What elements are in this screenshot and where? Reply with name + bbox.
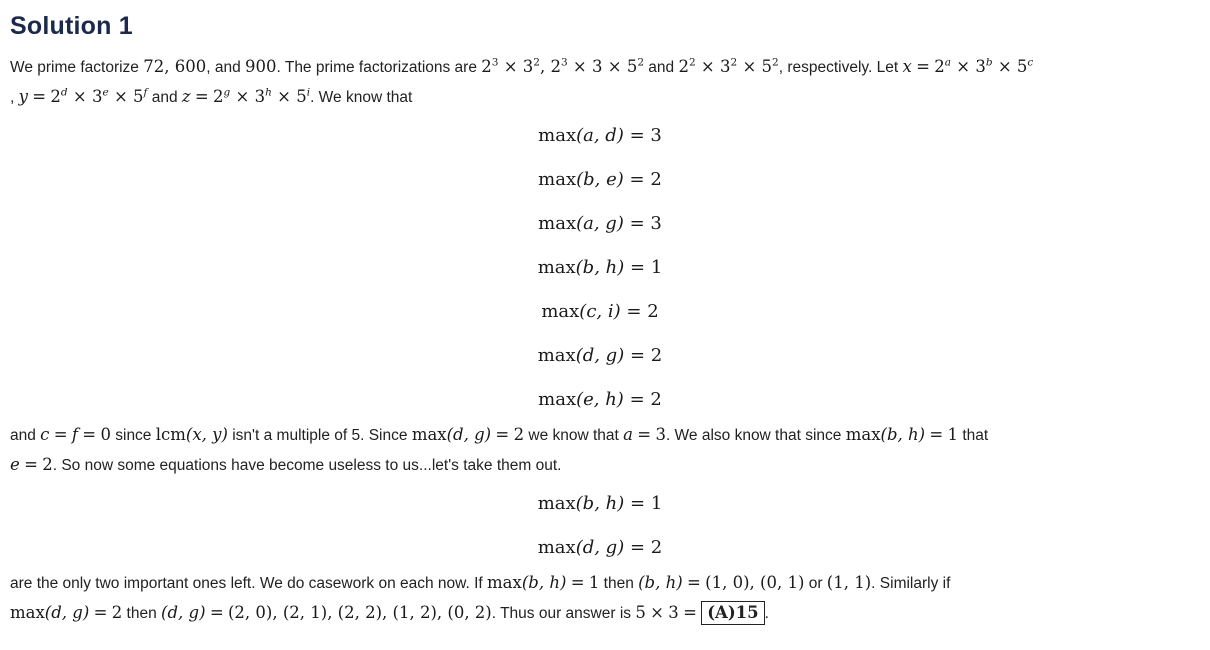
text-fragment: . So now some equations have become useless to us...let's take them out.	[52, 457, 562, 474]
equals-sign: =	[32, 87, 47, 106]
max-function: max	[411, 425, 447, 444]
variable-y: y	[18, 87, 28, 106]
max-function: max	[487, 573, 522, 592]
paragraph-intro	[10, 53, 1200, 81]
text-fragment: that	[958, 427, 989, 444]
number-72: 72	[143, 57, 165, 76]
max-function: max	[10, 603, 45, 622]
text-fragment: then	[122, 605, 162, 622]
equation-max-d-g: max(d, g) = 2	[537, 345, 663, 366]
number-900: 900	[245, 57, 277, 76]
equation-remaining-max-b-h: max(b, h) = 1	[537, 493, 663, 514]
paragraph-casework: are the only two important ones left. We do casework on each now. If max(b, h) = 1 then (b, h) = (1, 0), (0, 1) or (1, 1). Similarly if	[10, 573, 951, 592]
equation-max-a-g: max(a, g) = 3	[538, 213, 662, 234]
equals-sign: =	[194, 87, 209, 106]
equation-max-e-h: max(e, h) = 2	[538, 389, 662, 410]
text-fragment: are the only two important ones left. We do casework on each now. If	[10, 575, 488, 592]
page-title: Solution 1	[10, 12, 133, 40]
factorization-600: $2^3 \times 3 \times 5^2$	[550, 56, 644, 76]
paragraph-casework-line2: max(d, g) = 2 then (d, g) = (2, 0), (2, 1), (2, 2), (1, 2), (0, 2). Thus our answer is 5 × 3 = (A)15 .	[10, 599, 1200, 627]
answer-box: (A)15	[701, 601, 764, 625]
text-fragment: , and	[206, 59, 246, 76]
variable-c: c	[40, 425, 50, 444]
text-fragment: ,	[539, 57, 551, 76]
text-fragment: or	[804, 575, 827, 592]
equation-max-a-d: max(a, d) = 3	[538, 125, 662, 146]
factorization-900: $2^2 \times 3^2 \times 5^2$	[678, 56, 779, 76]
text-fragment: ,	[10, 89, 19, 106]
text-fragment: ,	[164, 57, 175, 76]
equation-max-c-i: max(c, i) = 2	[541, 301, 659, 322]
paragraph-deduction: and c = f = 0 since lcm(x, y) isn't a multiple of 5. Since max(d, g) = 2 we know that a = 3. We also know that since max(b, h) = 1 that	[10, 425, 989, 444]
text-fragment: . We also know that since	[665, 427, 846, 444]
max-function: max	[845, 425, 881, 444]
expression-y: 2$^d$ × 3e × 5$^f$	[50, 86, 148, 106]
variable-f: f	[71, 425, 78, 444]
text-fragment: and	[147, 89, 182, 106]
equation-max-b-e: max(b, e) = 2	[538, 169, 662, 190]
variable-e: e	[10, 455, 20, 474]
equation-remaining-max-d-g: max(d, g) = 2	[537, 537, 663, 558]
expression-x: 2$^a$ × 3$^b$ × 5$^c$	[934, 56, 1034, 76]
text-fragment: We prime factorize	[10, 59, 144, 76]
paragraph-intro-line2	[10, 83, 1200, 111]
expression-z: 2$^g$ × 3$^h$ × 5$^i$	[213, 86, 311, 106]
text-fragment: , respectively. Let	[778, 59, 903, 76]
factorization-72: $2^3 \times 3^2$	[481, 56, 540, 76]
number-600: 600	[174, 57, 207, 76]
text-fragment: .	[764, 605, 769, 622]
variable-x: x	[902, 57, 912, 76]
text-fragment: then	[599, 575, 639, 592]
text-fragment: . Similarly if	[871, 575, 951, 592]
lcm-function: lcm	[155, 425, 186, 444]
text-fragment: since	[110, 427, 156, 444]
variable-z: z	[181, 87, 191, 106]
text-fragment: we know that	[524, 427, 624, 444]
text-fragment: isn't a multiple of 5. Since	[227, 427, 412, 444]
equals-sign: =	[916, 57, 930, 76]
variable-a: a	[623, 425, 633, 444]
text-fragment: . Thus our answer is	[491, 605, 636, 622]
text-fragment: and	[10, 427, 41, 444]
paragraph-deduction-line2: e = 2. So now some equations have become useless to us...let's take them out.	[10, 455, 562, 474]
text-fragment: . We know that	[310, 89, 413, 106]
equation-max-b-h: max(b, h) = 1	[537, 257, 663, 278]
text-fragment: and	[644, 59, 679, 76]
text-fragment: . The prime factorizations are	[276, 59, 482, 76]
